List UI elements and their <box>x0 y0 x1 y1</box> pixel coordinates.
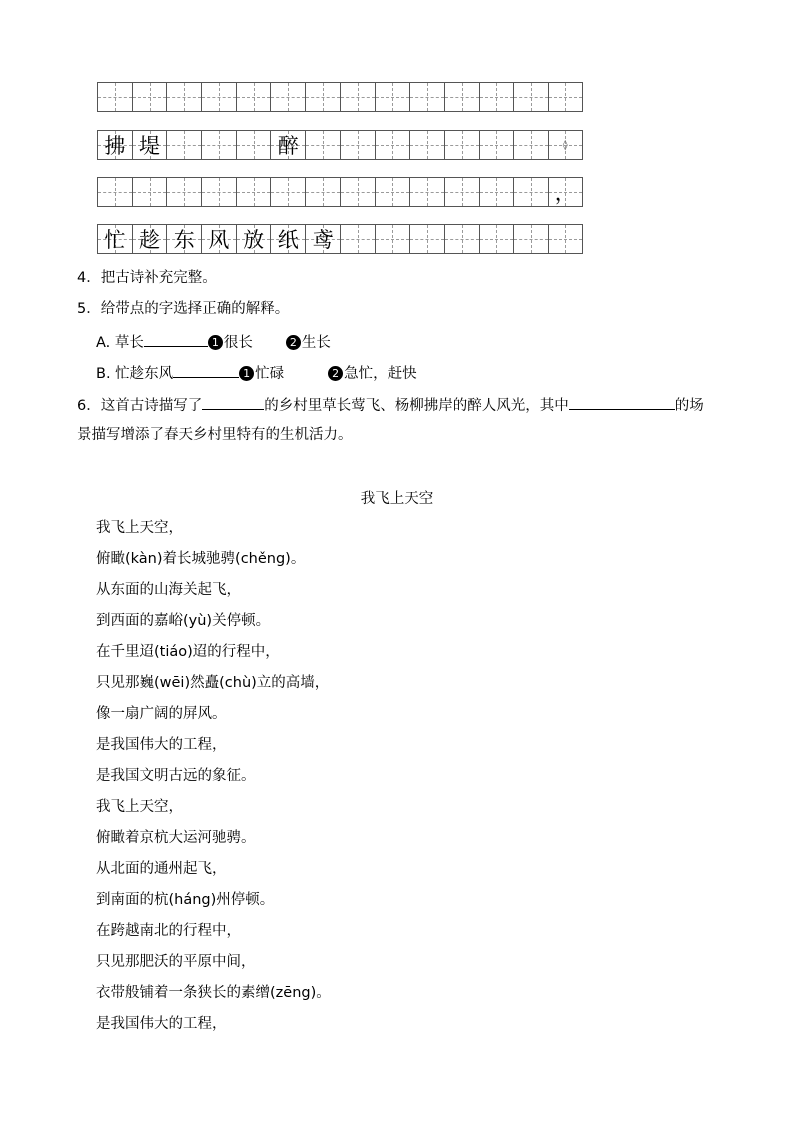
grid-cell <box>409 224 444 254</box>
grid-cell <box>201 224 236 254</box>
grid-cell <box>97 82 132 112</box>
grid-cell <box>305 177 340 207</box>
writing-grid-row-4 <box>97 224 583 254</box>
poem-line: 到南面的杭(háng)州停顿。 <box>96 892 275 908</box>
grid-cell <box>513 130 548 160</box>
grid-cell <box>409 177 444 207</box>
circled-number-1: 1 <box>208 335 223 350</box>
answer-blank-5a[interactable] <box>144 331 208 347</box>
grid-cell <box>513 224 548 254</box>
grid-cell <box>166 224 201 254</box>
grid-cell <box>340 224 375 254</box>
grid-cell <box>444 130 479 160</box>
grid-cell <box>479 177 514 207</box>
grid-cell-char: 风 <box>208 228 230 252</box>
poem-line: 俯瞰(kàn)着长城驰骋(chěng)。 <box>96 551 306 567</box>
question-4: 4．把古诗补充完整。 <box>77 270 217 286</box>
grid-cell-char: 鸢 <box>312 228 334 252</box>
grid-cell <box>236 130 271 160</box>
grid-cell <box>236 224 271 254</box>
grid-cell-char: 醉 <box>277 134 299 158</box>
question-6-part1: 6．这首古诗描写了 <box>77 398 203 414</box>
poem-line: 我飞上天空， <box>96 520 183 536</box>
poem-line: 到西面的嘉峪(yù)关停顿。 <box>96 613 271 629</box>
circled-number-2: 2 <box>328 366 343 381</box>
grid-cell <box>270 130 305 160</box>
grid-cell <box>201 82 236 112</box>
grid-cell <box>166 130 201 160</box>
grid-cell <box>409 130 444 160</box>
grid-cell <box>548 177 583 207</box>
question-5a-label: A. 草长 <box>96 335 144 351</box>
grid-cell-char: ◊ <box>562 139 568 151</box>
grid-cell <box>305 224 340 254</box>
grid-cell <box>340 130 375 160</box>
grid-cell <box>201 130 236 160</box>
grid-cell <box>548 130 583 160</box>
grid-cell <box>305 82 340 112</box>
grid-cell <box>548 224 583 254</box>
answer-blank-5b[interactable] <box>173 362 239 378</box>
option-5a-2: 生长 <box>301 335 331 351</box>
grid-cell <box>340 82 375 112</box>
grid-cell <box>201 177 236 207</box>
grid-cell <box>97 224 132 254</box>
grid-cell-char: 放 <box>243 228 265 252</box>
grid-cell <box>375 177 410 207</box>
poem-line: 从东面的山海关起飞， <box>96 582 241 598</box>
grid-cell <box>375 82 410 112</box>
grid-cell <box>270 177 305 207</box>
grid-cell <box>236 177 271 207</box>
poem-line: 从北面的通州起飞， <box>96 861 227 877</box>
grid-cell-char: 堤 <box>139 134 161 158</box>
grid-cell <box>340 177 375 207</box>
poem-line: 是我国伟大的工程， <box>96 737 227 753</box>
grid-cell <box>409 82 444 112</box>
grid-cell <box>444 177 479 207</box>
grid-cell <box>479 224 514 254</box>
grid-cell-char: ， <box>554 181 576 205</box>
grid-cell <box>236 82 271 112</box>
grid-cell <box>166 82 201 112</box>
poem-line: 只见那巍(wēi)然矗(chù)立的高墙， <box>96 675 330 691</box>
grid-cell-char: 趁 <box>139 228 161 252</box>
circled-number-2: 2 <box>286 335 301 350</box>
option-5b-2: 急忙，赶快 <box>344 366 417 382</box>
circled-number-1: 1 <box>239 366 254 381</box>
grid-cell <box>132 177 167 207</box>
grid-cell-char: 纸 <box>277 228 299 252</box>
question-5b-label: B. 忙趁东风 <box>96 366 174 382</box>
grid-cell <box>479 130 514 160</box>
writing-grid-row-1 <box>97 82 583 112</box>
question-5b <box>96 362 417 384</box>
question-6 <box>77 394 704 416</box>
grid-cell <box>548 82 583 112</box>
grid-cell <box>305 130 340 160</box>
grid-cell <box>132 130 167 160</box>
question-5a <box>96 331 331 353</box>
grid-cell <box>479 82 514 112</box>
option-5b-1: 忙碌 <box>255 366 285 382</box>
grid-cell <box>444 82 479 112</box>
answer-blank-6a[interactable] <box>202 394 264 410</box>
grid-cell <box>270 224 305 254</box>
option-5a-1: 很长 <box>223 335 253 351</box>
grid-cell <box>166 177 201 207</box>
grid-cell <box>375 224 410 254</box>
poem-line: 是我国伟大的工程， <box>96 1016 227 1032</box>
grid-cell <box>513 177 548 207</box>
poem-line: 俯瞰着京杭大运河驰骋。 <box>96 830 256 846</box>
poem-line: 在千里迢(tiáo)迢的行程中， <box>96 644 280 660</box>
poem-line: 只见那肥沃的平原中间， <box>96 954 256 970</box>
grid-cell <box>444 224 479 254</box>
question-6-part3: 的场 <box>674 398 704 414</box>
grid-cell <box>375 130 410 160</box>
question-6-line2: 景描写增添了春天乡村里特有的生机活力。 <box>77 427 353 443</box>
grid-cell <box>97 177 132 207</box>
question-5: 5．给带点的字选择正确的解释。 <box>77 301 290 317</box>
grid-cell <box>132 224 167 254</box>
poem-line: 像一扇广阔的屏风。 <box>96 706 227 722</box>
writing-grid-row-3 <box>97 177 583 207</box>
grid-cell <box>513 82 548 112</box>
poem-line: 我飞上天空， <box>96 799 183 815</box>
poem-line: 是我国文明古远的象征。 <box>96 768 256 784</box>
answer-blank-6b[interactable] <box>569 394 675 410</box>
grid-cell-char: 忙 <box>104 228 126 252</box>
poem-title: 我飞上天空 <box>360 491 434 507</box>
grid-cell <box>270 82 305 112</box>
grid-cell-char: 东 <box>173 228 195 252</box>
question-6-part2: 的乡村里草长莺飞、杨柳拂岸的醉人风光，其中 <box>264 398 569 414</box>
poem-line: 在跨越南北的行程中， <box>96 923 241 939</box>
grid-cell-char: 拂 <box>104 134 126 158</box>
writing-grid-row-2 <box>97 130 583 160</box>
grid-cell <box>132 82 167 112</box>
poem-line: 衣带般铺着一条狭长的素缯(zēng)。 <box>96 985 331 1001</box>
grid-cell <box>97 130 132 160</box>
